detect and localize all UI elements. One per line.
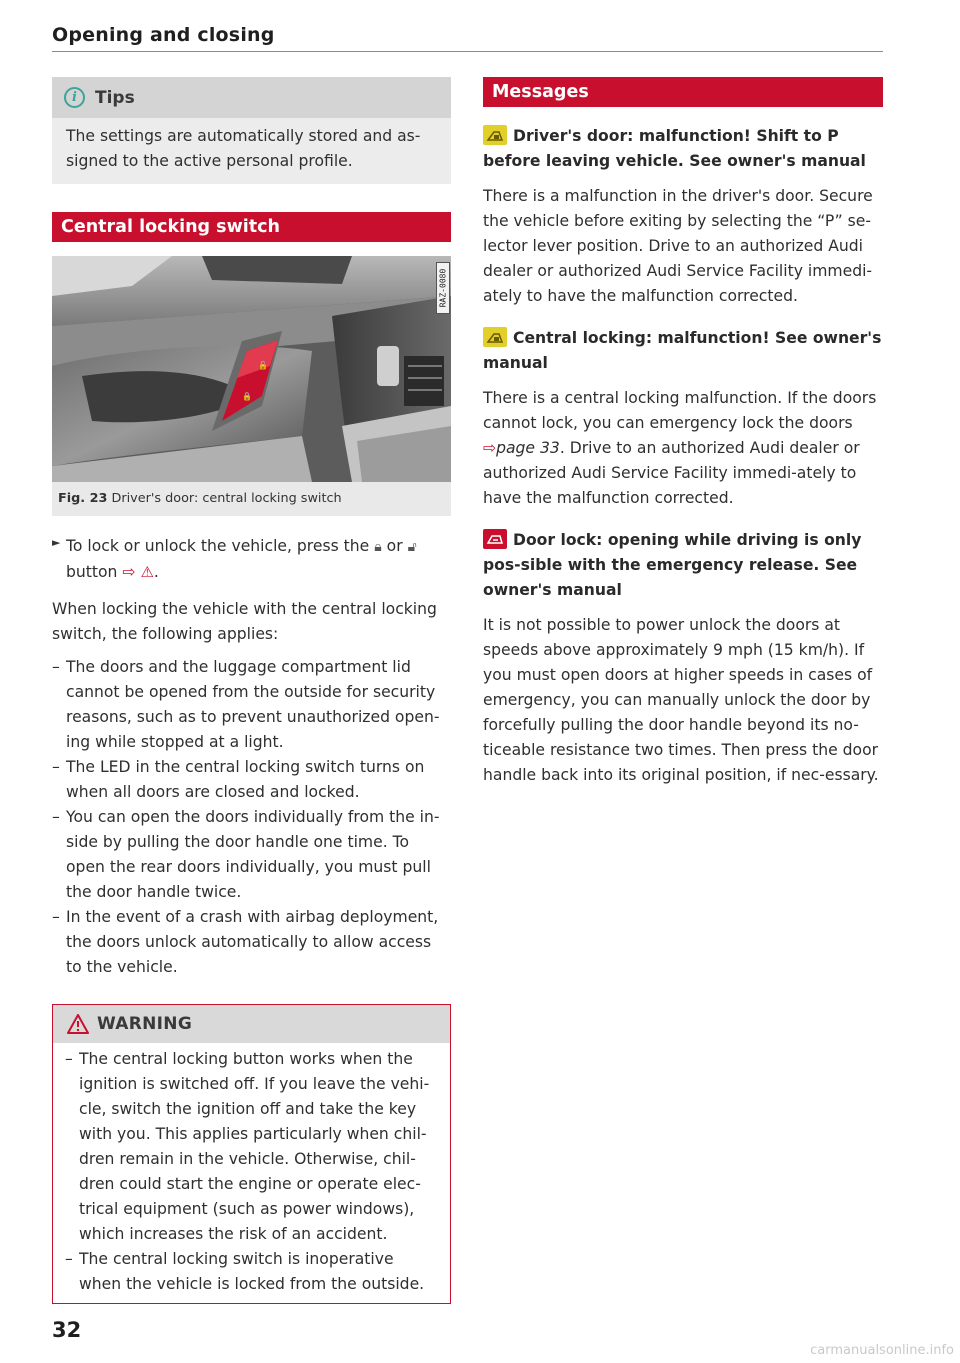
- message-item: [483, 326, 883, 511]
- message-title: [483, 528, 883, 603]
- svg-text:🔓: 🔓: [258, 361, 268, 370]
- message-title-text: Door lock: opening while driving is only pos-sible with the emergency release. See owner's manual: [483, 531, 862, 599]
- list-item-text: The central locking button works when the ignition is switched off. If you leave the vehi-cle, switch the ignition off and take the key with you. This applies particularly when chil-dren remain in the vehicle. Otherwise, chil-dren could start the engine or operate elec-trical equipment (such as power windows), which increases the risk of an accident.: [79, 1050, 430, 1243]
- tips-body: [52, 118, 451, 184]
- right-column: [483, 77, 883, 788]
- action-step: [52, 534, 451, 585]
- tips-box: [52, 77, 451, 184]
- figure-caption-text: Driver's door: central locking switch: [111, 491, 342, 506]
- figure-23: [52, 256, 451, 516]
- tips-title: Tips: [95, 87, 135, 108]
- warning-box: [52, 1004, 451, 1304]
- step-text-or: or: [386, 537, 403, 555]
- warning-reference-icon[interactable]: ⚠︎: [140, 563, 154, 581]
- list-item-text: The central locking switch is inoperative when the vehicle is locked from the outside.: [79, 1250, 425, 1293]
- page-number: 32: [52, 1318, 82, 1342]
- message-item: [483, 528, 883, 788]
- reference-arrow-icon: ⇨: [122, 563, 136, 581]
- message-title-text: Central locking: malfunction! See owner's manual: [483, 329, 882, 372]
- list-item-text: The doors and the luggage compartment lid cannot be opened from the outside for security reasons, such as to prevent unauthorized open-ing while stopped at a light.: [66, 658, 440, 751]
- list-item: – You can open the doors individually from the in-side by pulling the door handle one time. To open the rear doors individually, you must pull the door handle twice.: [52, 808, 440, 901]
- messages-heading: Messages: [483, 77, 883, 107]
- figure-label: Fig. 23: [58, 491, 108, 506]
- unlock-button-icon: 🔓︎: [407, 539, 417, 555]
- red-door-icon: [483, 529, 507, 549]
- warning-list: [65, 1047, 438, 1297]
- locking-rules-list: [52, 655, 451, 980]
- warning-header: [53, 1005, 450, 1043]
- central-locking-heading: Central locking switch: [52, 212, 451, 242]
- tips-header: [52, 77, 451, 118]
- svg-text:🔒: 🔒: [242, 392, 252, 401]
- locking-intro: When locking the vehicle with the central locking switch, the following applies:: [52, 600, 437, 643]
- message-title: [483, 326, 883, 376]
- step-text: To lock or unlock the vehicle, press the 🔒︎ or 🔓︎ button ⇨ ⚠︎.: [66, 537, 417, 581]
- message-text: [483, 386, 883, 511]
- warning-triangle-icon: [67, 1014, 89, 1034]
- door-panel-illustration: [52, 256, 451, 482]
- message-text-after: . Drive to an authorized Audi dealer or authorized Audi Service Facility immedi-ately to have the malfunction corrected.: [483, 439, 860, 507]
- door-panel-illustration-svg: [52, 256, 451, 482]
- step-text-button: button: [66, 563, 118, 581]
- list-item: – In the event of a crash with airbag deployment, the doors unlock automatically to allow access to the vehicle.: [52, 908, 439, 976]
- left-column: [52, 77, 451, 1304]
- header-rule: [52, 51, 883, 52]
- warning-title: WARNING: [97, 1014, 193, 1034]
- list-item: – The central locking switch is inoperative when the vehicle is locked from the outside.: [65, 1250, 425, 1293]
- page-reference-link[interactable]: page 33: [496, 439, 560, 457]
- message-text-before: There is a central locking malfunction. If the doors cannot lock, you can emergency lock the doors: [483, 389, 877, 432]
- list-item-text: You can open the doors individually from the in-side by pulling the door handle one time. To open the rear doors individually, you must pull the door handle twice.: [66, 808, 440, 901]
- list-item: – The LED in the central locking switch turns on when all doors are closed and locked.: [52, 758, 425, 801]
- message-item: [483, 124, 883, 309]
- watermark: carmanualsonline.info: [810, 1343, 954, 1358]
- list-item: – The central locking button works when the ignition is switched off. If you leave the vehi-cle, switch the ignition off and take the key with you. This applies particularly when chil-dren remain in the vehicle. Otherwise, chil-dren could start the engine or operate elec-trical equipment (such as power windows), which increases the risk of an accident.: [65, 1050, 430, 1243]
- tips-text: The settings are automatically stored and as-signed to the active personal profile.: [66, 127, 421, 170]
- lock-button-icon: 🔒︎: [374, 539, 382, 555]
- list-item-text: The LED in the central locking switch turns on when all doors are closed and locked.: [66, 758, 425, 801]
- list-item-text: In the event of a crash with airbag deployment, the doors unlock automatically to allow access to the vehicle.: [66, 908, 439, 976]
- page-header-title: Opening and closing: [52, 24, 275, 46]
- list-item: – The doors and the luggage compartment lid cannot be opened from the outside for security reasons, such as to prevent unauthorized open-ing while stopped at a light.: [52, 658, 440, 751]
- figure-code-label: [436, 262, 450, 314]
- yellow-lock-warning-icon: [483, 327, 507, 347]
- figure-caption: [52, 482, 451, 506]
- step-text-before: To lock or unlock the vehicle, press the: [66, 537, 370, 555]
- step-triangle-icon: ►: [52, 536, 61, 549]
- message-title: [483, 124, 883, 174]
- reference-arrow-icon: ⇨: [483, 439, 497, 457]
- message-text: It is not possible to power unlock the doors at speeds above approximately 9 mph (15 km/h). If you must open doors at higher speeds in cases of emergency, you can manually unlock the door by forcefully pulling the door handle beyond its no-ticeable resistance two times. Then press the door handle back into its original position, if nec-essary.: [483, 616, 879, 784]
- message-title-text: Driver's door: malfunction! Shift to P before leaving vehicle. See owner's manual: [483, 127, 866, 170]
- yellow-lock-warning-icon: [483, 125, 507, 145]
- warning-body: [53, 1043, 450, 1303]
- info-icon: i: [64, 87, 85, 108]
- message-text: There is a malfunction in the driver's door. Secure the vehicle before exiting by selecting the “P” se-lector lever position. Drive to an authorized Audi dealer or authorized Audi Service Facility immedi-ately to have the malfunction corrected.: [483, 187, 873, 305]
- figure-code-text: RAZ-0080: [438, 268, 448, 308]
